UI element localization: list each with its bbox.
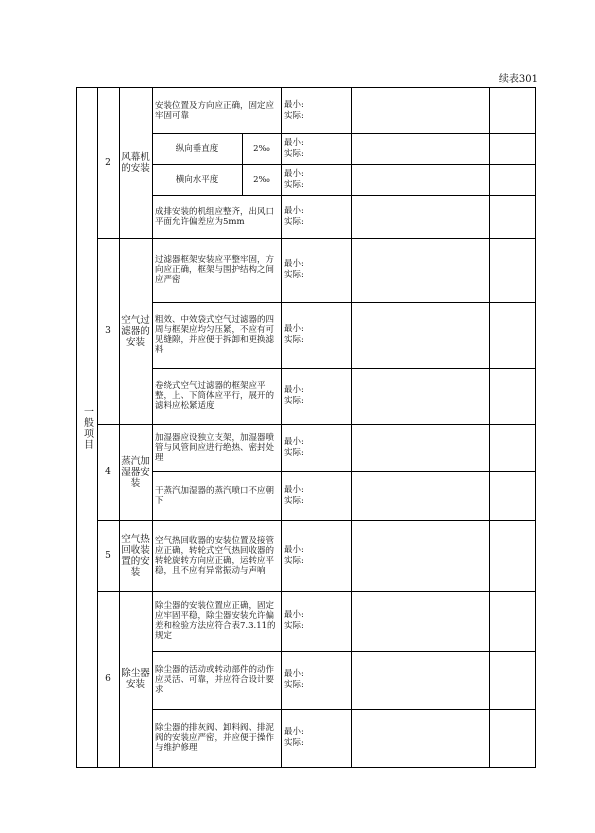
result-cell xyxy=(281,471,351,520)
actual-label: 实际: xyxy=(284,621,304,631)
grid-line xyxy=(351,88,352,767)
requirement-text: 横向水平度 xyxy=(175,174,219,185)
actual-label: 实际: xyxy=(284,396,304,406)
actual-label: 实际: xyxy=(284,495,304,506)
item-number: 5 xyxy=(105,550,111,561)
requirement-text: 粗效、中效袋式空气过滤器的四周与框架应均匀压紧，不应有可见缝隙，并应便于拆卸和更换滤料 xyxy=(155,315,275,355)
requirement-text: 除尘器的排灰阀、卸料阀、排泥阀的安装应严密，并应便于操作与维护修理 xyxy=(155,723,275,753)
min-label: 最小: xyxy=(284,610,304,620)
min-label: 最小: xyxy=(284,385,304,395)
tolerance-value: 2‰ xyxy=(253,143,270,154)
requirement-text: 除尘器的安装位置应正确，固定应牢固平稳，除尘器安装允许偏差和检验方法应符合表7.3.11的规定 xyxy=(155,601,276,641)
continued-table-label: 续表301 xyxy=(498,74,538,85)
item-number: 4 xyxy=(105,467,111,477)
result-cell xyxy=(281,520,351,591)
actual-label: 实际: xyxy=(284,555,304,566)
result-cell xyxy=(281,302,351,368)
requirement-text: 干蒸汽加湿器的蒸汽喷口不应朝下 xyxy=(155,485,275,506)
requirement-text: 加湿器应设独立支架，加湿器喷管与风管间应进行绝热、密封处理 xyxy=(155,432,275,463)
requirement-text: 成排安装的机组应整齐，出风口平面允许偏差应为5mm xyxy=(155,206,275,227)
requirement-text: 空气热回收器的安装位置及接管应正确，转轮式空气热回收器的转轮旋转方向应正确，运转应平稳，且不应有异常振动与声响 xyxy=(155,535,275,576)
result-cell xyxy=(281,651,351,709)
result-cell xyxy=(281,238,351,302)
requirement-text: 除尘器的活动或转动部件的动作应灵活、可靠，并应符合设计要求 xyxy=(155,665,275,695)
result-cell xyxy=(281,164,351,195)
actual-label: 实际: xyxy=(284,216,304,227)
actual-label: 实际: xyxy=(284,148,304,159)
min-label: 最小: xyxy=(284,168,304,179)
min-label: 最小: xyxy=(284,259,304,269)
min-label: 最小: xyxy=(284,544,304,555)
requirement-text: 卷绕式空气过滤器的框架应平整，上、下筒体应平行，展开的滤料应松紧适度 xyxy=(155,381,275,411)
result-cell xyxy=(281,88,351,133)
item-number: 3 xyxy=(105,326,111,336)
min-label: 最小: xyxy=(284,205,304,216)
min-label: 最小: xyxy=(284,137,304,148)
actual-label: 实际: xyxy=(284,270,304,280)
category-label: 一般项目 xyxy=(81,405,93,450)
item-name: 空气过滤器的安装 xyxy=(121,314,150,348)
requirement-text: 安装位置及方向应正确，固定应牢固可靠 xyxy=(155,100,275,121)
actual-label: 实际: xyxy=(284,110,304,121)
actual-label: 实际: xyxy=(284,447,304,458)
result-cell xyxy=(281,591,351,651)
tolerance-value: 2‰ xyxy=(253,174,270,185)
requirement-text: 过滤器框架安装应平整牢固，方向应正确，框架与围护结构之间应严密 xyxy=(155,255,275,285)
min-label: 最小: xyxy=(284,484,304,495)
actual-label: 实际: xyxy=(284,738,304,748)
min-label: 最小: xyxy=(284,436,304,447)
actual-label: 实际: xyxy=(284,179,304,190)
result-cell xyxy=(281,195,351,238)
min-label: 最小: xyxy=(284,324,304,334)
item-name: 风幕机的安装 xyxy=(121,152,150,174)
item-number: 2 xyxy=(105,158,111,168)
result-cell xyxy=(281,133,351,164)
actual-label: 实际: xyxy=(284,335,304,345)
result-cell xyxy=(281,424,351,471)
min-label: 最小: xyxy=(284,99,304,110)
inspection-table xyxy=(76,87,536,768)
min-label: 最小: xyxy=(284,669,304,679)
min-label: 最小: xyxy=(284,727,304,737)
category-cell xyxy=(77,88,97,767)
result-cell xyxy=(281,368,351,424)
item-name: 空气热回收装置的安装 xyxy=(121,533,150,578)
grid-line xyxy=(489,88,490,767)
item-number: 6 xyxy=(105,674,111,684)
item-name: 除尘器安装 xyxy=(121,668,150,690)
result-cell xyxy=(281,709,351,767)
item-name: 蒸汽加湿器安装 xyxy=(121,455,150,489)
actual-label: 实际: xyxy=(284,680,304,690)
requirement-text: 纵向垂直度 xyxy=(175,143,219,154)
